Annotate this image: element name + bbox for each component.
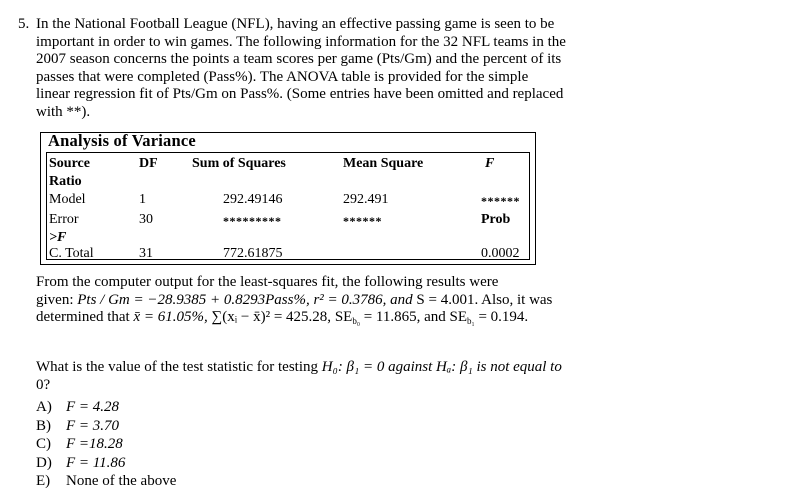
row-error-ms: ****** <box>343 214 382 228</box>
se-b1-label: SE <box>449 309 468 326</box>
header-ss: Sum of Squares <box>192 156 286 171</box>
question-stem <box>36 16 616 122</box>
choice-letter: D) <box>36 454 52 471</box>
stem-line: 2007 season concerns the points a team scores per game (Pts/Gm) and the percent of its <box>36 51 562 68</box>
r-squared: r² = 0.3786, and <box>313 291 413 308</box>
stem-line: linear regression fit of Pts/Gm on Pass%. (Some entries have been omitted and replaced <box>36 86 564 103</box>
choice-c[interactable] <box>36 436 176 455</box>
se-b1-value: = 0.194. <box>474 309 529 326</box>
results-line-3 <box>36 309 796 331</box>
choice-text: F = 3.70 <box>66 417 120 434</box>
row-model-f: ****** <box>481 194 520 208</box>
results-given-label: given: <box>36 291 78 308</box>
stem-line: In the National Football League (NFL), having an effective passing game is seen to be <box>36 16 555 32</box>
row-error-ss: ********* <box>223 214 282 228</box>
row-model-df: 1 <box>139 192 146 207</box>
row-error-source: Error <box>49 212 79 227</box>
choice-letter: E) <box>36 473 51 489</box>
se-b0-value: = 11.865, and <box>359 309 450 326</box>
sum-sq-x: ∑(xᵢ − x̄)² = 425.28, <box>211 309 332 326</box>
se-b0: $SE_{b_0} = 11.865$, and <box>334 309 450 327</box>
stem-line: passes that were completed (Pass%). The ANOVA table is provided for the simple <box>36 68 529 85</box>
header-ratio: Ratio <box>49 174 82 189</box>
hypotheses: H₀: β₁ = 0 against Hₐ: β₁ is not equal to <box>321 359 562 375</box>
se-b1: $SE_{b_1} = 0.194$. <box>449 309 529 327</box>
anova-body <box>46 152 530 260</box>
regression-equation: Pts / Gm = −28.9385 + 0.8293Pass%, <box>77 291 310 308</box>
choice-d[interactable] <box>36 455 176 474</box>
question-prompt <box>36 359 796 394</box>
s-value: S = 4.001. Also, it was <box>416 291 553 308</box>
choice-text: F = 11.86 <box>66 454 126 471</box>
choice-text: F = 4.28 <box>66 399 120 415</box>
choice-a[interactable] <box>36 399 176 418</box>
prompt-text: What is the value of the test statistic for testing <box>36 359 322 375</box>
header-ms: Mean Square <box>343 156 424 171</box>
answer-choices <box>36 399 176 492</box>
choice-b[interactable] <box>36 418 176 437</box>
row-model-source: Model <box>49 192 86 207</box>
row-total-df: 31 <box>139 246 153 261</box>
prob-gt-f-label: >F <box>49 230 67 245</box>
row-model-ss: 292.49146 <box>223 192 283 207</box>
x-bar: x̄ = 61.05%, <box>133 309 208 326</box>
header-source: Source <box>49 156 90 171</box>
question-number: 5. <box>18 16 30 32</box>
prompt-text-end: 0? <box>36 376 51 393</box>
choice-letter: C) <box>36 436 51 452</box>
results-paragraph <box>36 274 796 331</box>
determined-label: determined that <box>36 309 130 326</box>
anova-table <box>40 132 536 265</box>
choice-text: None of the above <box>66 473 177 489</box>
header-df: DF <box>139 156 158 171</box>
choice-text: F =18.28 <box>66 436 123 452</box>
row-total-ss: 772.61875 <box>223 246 283 261</box>
choice-letter: B) <box>36 417 51 434</box>
row-model-ms: 292.491 <box>343 192 389 207</box>
stem-line: important in order to win games. The following information for the 32 NFL teams in the <box>36 33 566 50</box>
choice-e[interactable] <box>36 473 176 492</box>
stem-line: with **). <box>36 103 91 120</box>
row-total-source: C. Total <box>49 246 94 261</box>
se-b0-label: SE <box>334 309 353 326</box>
choice-letter: A) <box>36 399 52 415</box>
results-line-2 <box>36 292 796 310</box>
row-error-df: 30 <box>139 212 153 227</box>
row-total-p: 0.0002 <box>481 246 520 261</box>
results-line-1: From the computer output for the least-squares fit, the following results were <box>36 274 499 290</box>
row-error-prob: Prob <box>481 212 511 227</box>
anova-title: Analysis of Variance <box>48 131 196 150</box>
header-f: F <box>485 156 495 171</box>
